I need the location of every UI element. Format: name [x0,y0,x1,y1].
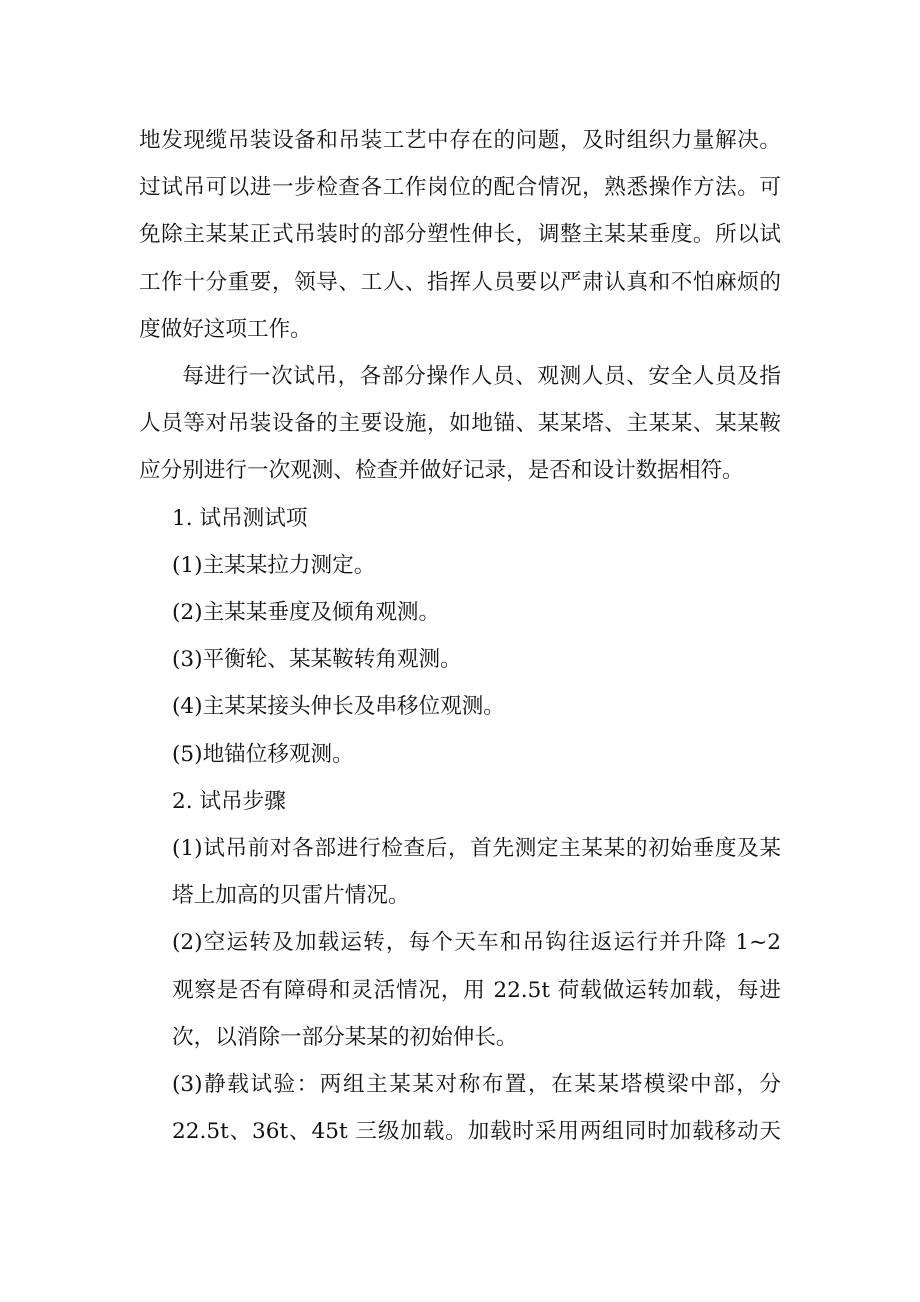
text-line: 人员等对吊装设备的主要设施，如地锚、某某塔、主某某、某某鞍 [139,411,781,437]
text-line: (1)试吊前对各部进行检查后，首先测定主某某的初始垂度及某 [172,835,781,861]
step-3 [139,1061,781,1155]
text-line: (2)空运转及加载运转，每个天车和吊钩往返运行并升降 1~2 [172,930,781,956]
test-item: (1)主某某拉力测定。 [172,552,376,578]
text-line: 观察是否有障碍和灵活情况，用 22.5t 荷载做运转加载，每进 [172,977,781,1003]
text-line: 应分别进行一次观测、检查并做好记录，是否和设计数据相符。 [139,458,744,484]
test-item: (4)主某某接头伸长及串移位观测。 [172,694,505,720]
text-line: 22.5t、36t、45t 三级加载。加载时采用两组同时加载移动天 [172,1119,781,1145]
section-1-heading: 1. 试吊测试项 [172,505,308,531]
text-line: 过试吊可以进一步检查各工作岗位的配合情况，熟悉操作方法。可 [139,175,781,201]
text-line: 地发现缆吊装设备和吊装工艺中存在的问题，及时组织力量解决。 [139,128,781,153]
section-2-heading: 2. 试吊步骤 [172,788,286,814]
document-body [139,117,781,1155]
paragraph-1 [139,117,781,353]
text-line: 免除主某某正式吊装时的部分塑性伸长，调整主某某垂度。所以试 [139,222,781,248]
text-line: 度做好这项工作。 [139,316,312,342]
step-2 [139,919,781,1061]
test-item: (3)平衡轮、某某鞍转角观测。 [172,647,462,673]
test-item: (5)地锚位移观测。 [172,741,354,767]
test-item: (2)主某某垂度及倾角观测。 [172,599,441,625]
text-line: (3)静载试验：两组主某某对称布置，在某某塔模梁中部，分 [172,1071,781,1097]
text-line: 工作十分重要，领导、工人、指挥人员要以严肃认真和不怕麻烦的 [139,269,781,295]
text-line: 塔上加高的贝雷片情况。 [172,883,410,909]
text-line: 每进行一次试吊，各部分操作人员、观测人员、安全人员及指 [182,363,781,389]
step-1 [139,825,781,919]
text-line: 次，以消除一部分某某的初始伸长。 [172,1024,518,1050]
paragraph-2 [139,353,781,495]
